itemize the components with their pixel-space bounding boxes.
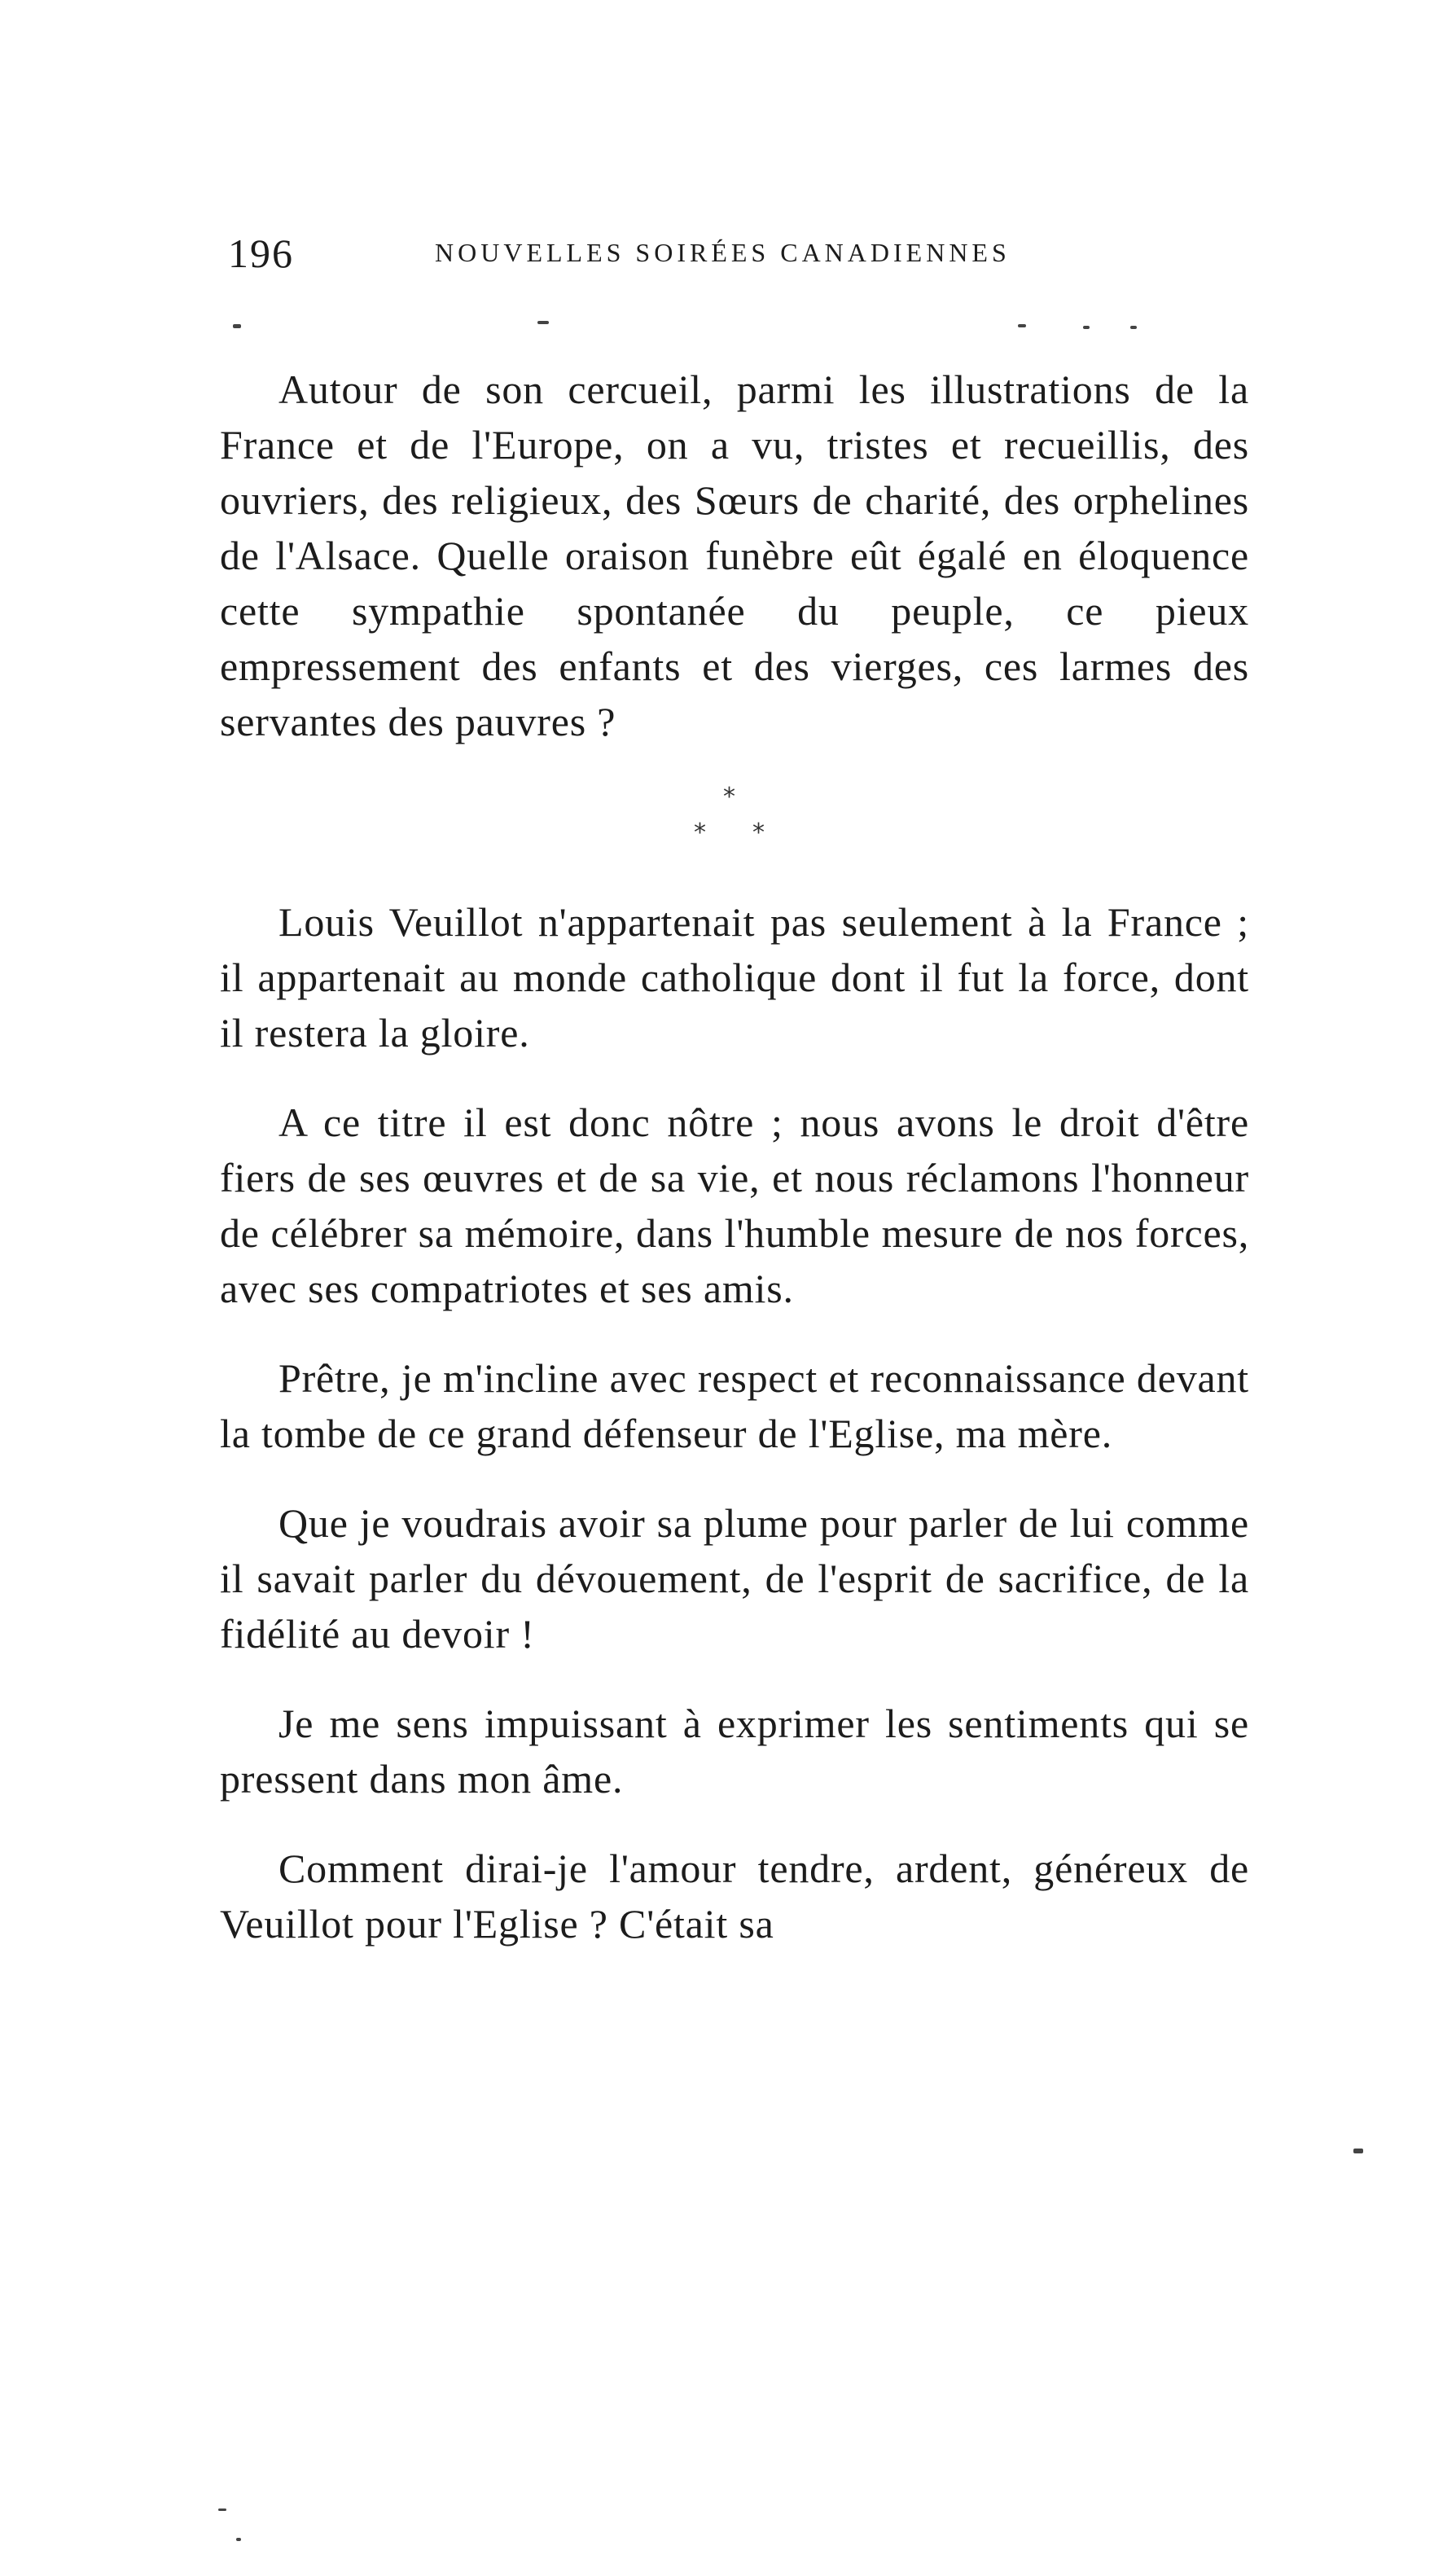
scan-speck [537,321,549,324]
scan-speck [236,2538,241,2541]
scan-speck [1083,326,1090,329]
running-title: NOUVELLES SOIRÉES CANADIENNES [435,238,1011,267]
running-header [221,230,1256,287]
paragraph-our-own: A ce titre il est donc nôtre ; nous avons le droit d'être fiers de ses œuvres et de sa vie, et nous réclamons l'honneur de célébrer sa mémoire, dans l'humble mesure de nos forces, avec ses compatriotes et ses amis. [220,1100,1249,1311]
paragraph-powerless: Je me sens impuissant à exprimer les sentiments qui se pressent dans mon âme. [220,1701,1249,1802]
paragraph-catholic-world: Louis Veuillot n'appartenait pas seulement à la France ; il appartenait au monde catholique dont il fut la force, dont il restera la gloire. [220,899,1249,1056]
scan-speck [233,324,241,328]
page-number: 196 [228,230,294,276]
scan-speck [1130,326,1137,329]
paragraph-love-church: Comment dirai-je l'amour tendre, ardent, généreux de Veuillot pour l'Eglise ? C'était sa [220,1846,1249,1947]
asterism-star-icon: * [694,819,707,847]
asterism-star-icon: * [752,819,765,847]
scan-speck [1018,324,1026,327]
body-text [220,362,1249,1951]
scan-speck [218,2509,226,2511]
scan-speck [1353,2149,1363,2153]
asterism-star-icon: * [723,783,736,811]
paragraph-priest: Prêtre, je m'incline avec respect et reconnaissance devant la tombe de ce grand défenseur de l'Eglise, ma mère. [220,1355,1249,1456]
paragraph-pen: Que je voudrais avoir sa plume pour parler de lui comme il savait parler du dévouement, de l'esprit de sacrifice, de la fidélité au devoir ! [220,1500,1249,1657]
section-break-asterism [678,774,792,871]
paragraph-funeral: Autour de son cercueil, parmi les illustrations de la France et de l'Europe, on a vu, tristes et recueillis, des ouvriers, des religieux, des Sœurs de charité, des orphelines de l'Alsace. Quelle oraison funèbre eût égalé en éloquence cette sympathie spontanée du peuple, ce pieux empressement des enfants et des vierges, ces larmes des servantes des pauvres ? [220,367,1249,744]
